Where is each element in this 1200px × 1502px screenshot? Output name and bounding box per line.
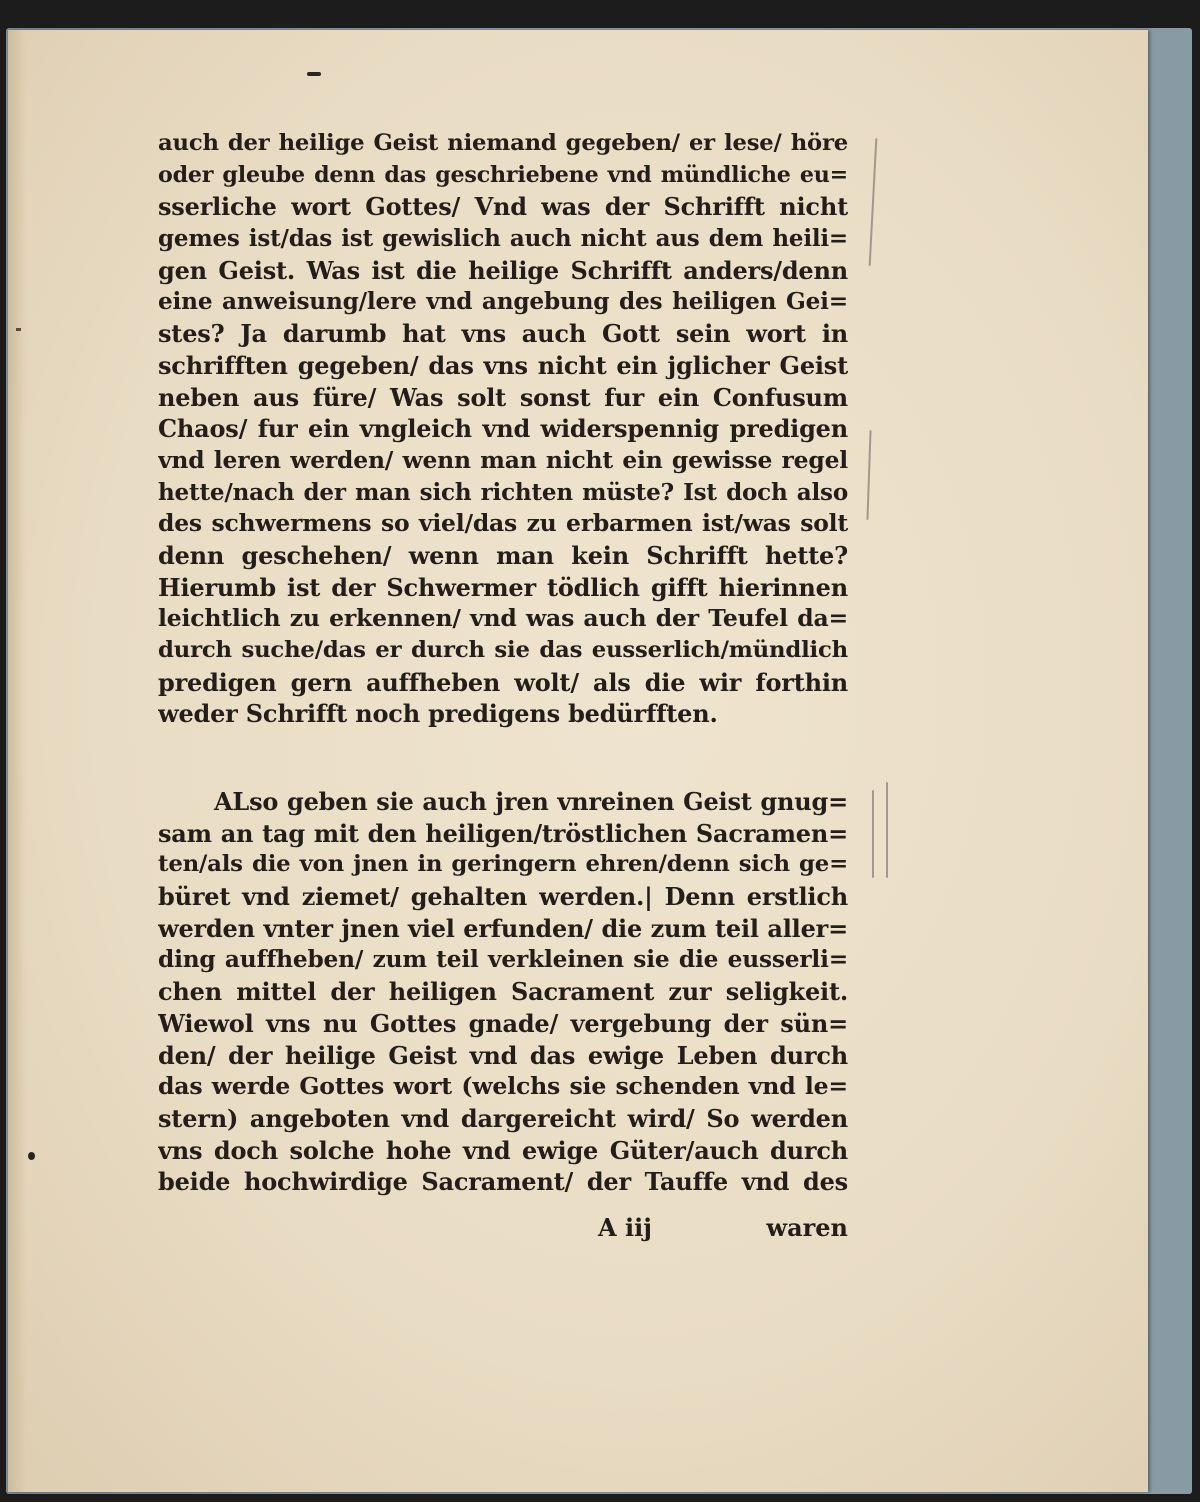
- text-line: büret vnd ziemet/ gehalten werden.| Denn erstlich: [158, 882, 848, 912]
- text-line: werden vnter jnen viel erfunden/ die zum teil aller=: [158, 913, 848, 943]
- text-line: schrifften gegeben/ das vns nicht ein jglicher Geist: [158, 350, 848, 380]
- text-line: gen Geist. Was ist die heilige Schrifft anders/denn: [158, 255, 848, 285]
- margin-ink-dot: [28, 1152, 35, 1160]
- paragraph-1: [158, 128, 848, 730]
- text-line: beide hochwirdige Sacrament/ der Tauffe vnd des: [158, 1167, 848, 1197]
- text-line: denn geschehen/ wenn man kein Schrifft hette?: [158, 540, 848, 570]
- text-line: gemes ist/das ist gewislich auch nicht aus dem heili=: [158, 225, 848, 253]
- page-footer: [598, 1213, 848, 1245]
- text-line: vnd leren werden/ wenn man nicht ein gewisse regel: [158, 445, 848, 474]
- text-line: durch suche/das er durch sie das eusserlich/mündlich: [158, 637, 848, 663]
- catchword: waren: [766, 1213, 848, 1242]
- text-line: sam an tag mit den heiligen/tröstlichen Sacramen=: [158, 818, 848, 848]
- text-line: das werde Gottes wort (welchs sie schenden vnd le=: [158, 1072, 848, 1101]
- text-line: predigen gern auffheben wolt/ als die wir forthin: [158, 667, 848, 697]
- text-line: neben aus füre/ Was solt sonst fur ein Confusum: [158, 382, 848, 412]
- signature-mark: A iij: [598, 1213, 652, 1242]
- text-line: Wiewol vns nu Gottes gnade/ vergebung der sün=: [158, 1008, 848, 1038]
- text-line: stes? Ja darumb hat vns auch Gott sein wort in: [158, 319, 848, 349]
- text-line: chen mittel der heiligen Sacrament zur seligkeit.: [158, 977, 848, 1007]
- text-line: weder Schrifft noch predigens bedürfften.: [158, 699, 718, 729]
- text-line: Hierumb ist der Schwermer tödlich gifft hierinnen: [158, 572, 848, 602]
- page-gutter-shadow: [8, 30, 26, 1492]
- text-line: ALso geben sie auch jren vnreinen Geist gnug=: [214, 787, 848, 816]
- text-line: oder gleube denn das geschriebene vnd mündliche eu=: [158, 161, 848, 188]
- text-line: ten/als die von jnen in geringern ehren/denn sich ge=: [158, 851, 848, 878]
- text-line: ding auffheben/ zum teil verkleinen sie die eusserli=: [158, 946, 848, 974]
- text-line: leichtlich zu erkennen/ vnd was auch der Teufel da=: [158, 604, 848, 633]
- text-line: eine anweisung/lere vnd angebung des heiligen Gei=: [158, 288, 848, 316]
- text-line: den/ der heilige Geist vnd das ewige Leben durch: [158, 1040, 848, 1070]
- text-line: stern) angeboten vnd dargereicht wird/ So werden: [158, 1103, 848, 1133]
- text-line: auch der heilige Geist niemand gegeben/ er lese/ höre: [158, 130, 848, 156]
- text-line: vns doch solche hohe vnd ewige Güter/auch durch: [158, 1135, 848, 1165]
- text-line: hette/nach der man sich richten müste? Ist doch also: [158, 478, 848, 506]
- page-top-mark: [307, 72, 321, 76]
- text-line: sserliche wort Gottes/ Vnd was der Schrifft nicht: [158, 192, 848, 222]
- pencil-margin-line: [872, 790, 874, 878]
- text-line: Chaos/ fur ein vngleich vnd widerspennig predigen: [158, 414, 848, 444]
- paragraph-2: [158, 786, 848, 1198]
- text-line: des schwermens so viel/das zu erbarmen ist/was solt: [158, 509, 848, 538]
- margin-mark: [16, 328, 21, 331]
- pencil-margin-line: [886, 782, 888, 878]
